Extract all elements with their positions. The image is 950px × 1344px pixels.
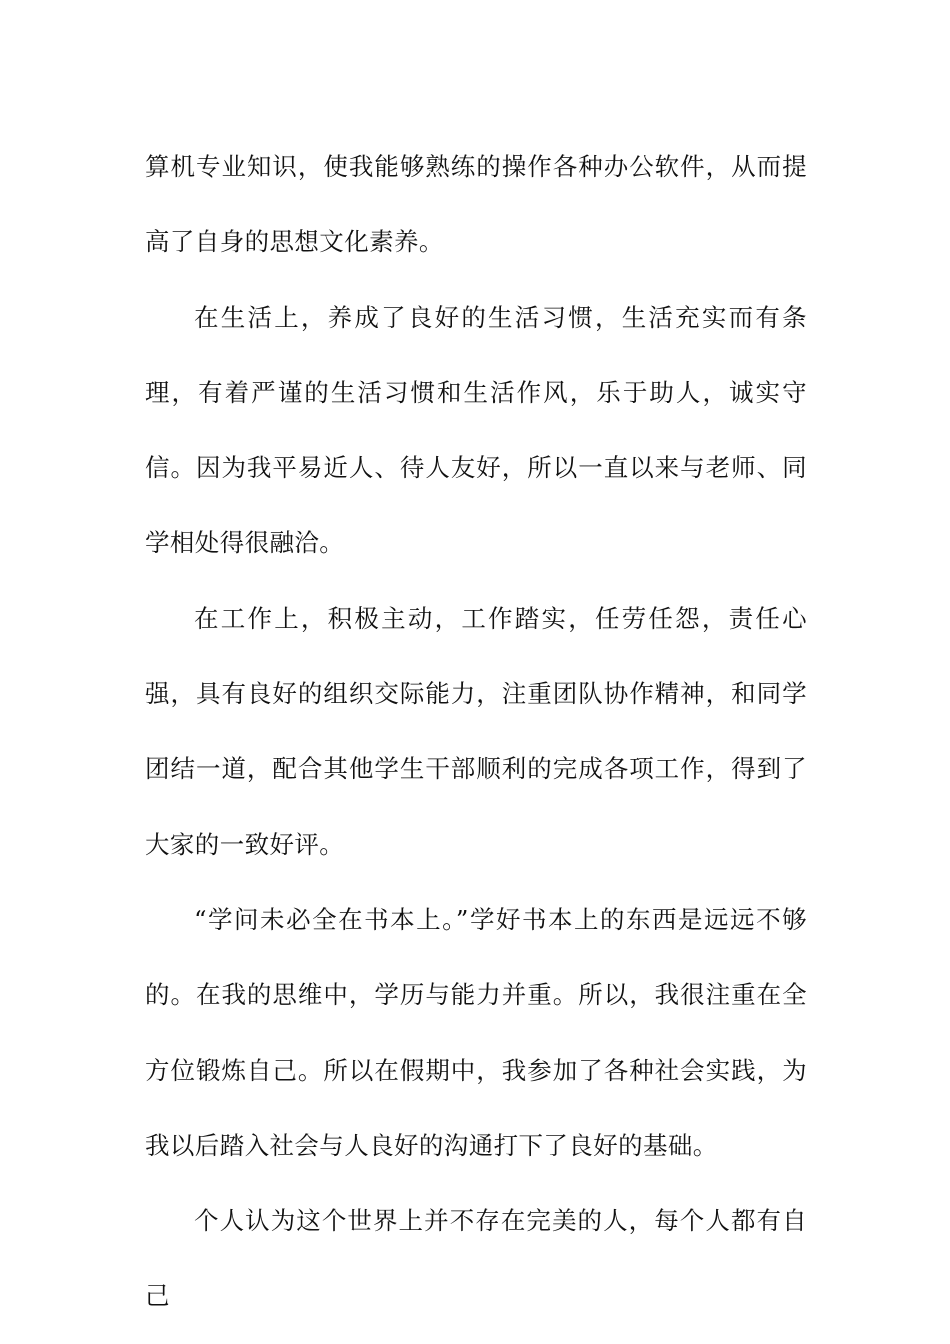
paragraph-practice: “学问未必全在书本上。”学好书本上的东西是远远不够的。在我的思维中，学历与能力并重。所以，我很注重在全方位锻炼自己。所以在假期中，我参加了各种社会实践，为我以后踏入社会与人良好的沟通打下了良好的基础。: [145, 904, 807, 1160]
paragraph-self-assessment: 个人认为这个世界上并不存在完美的人，每个人都有自己: [145, 1206, 807, 1311]
paragraph-life: 在生活上，养成了良好的生活习惯，生活充实而有条理，有着严谨的生活习惯和生活作风，乐于助人，诚实守信。因为我平易近人、待人友好，所以一直以来与老师、同学相处得很融洽。: [145, 302, 807, 558]
paragraph-continuation: 算机专业知识，使我能够熟练的操作各种办公软件，从而提高了自身的思想文化素养。: [145, 152, 807, 257]
paragraph-work: 在工作上，积极主动，工作踏实，任劳任怨，责任心强，具有良好的组织交际能力，注重团队协作精神，和同学团结一道，配合其他学生干部顺利的完成各项工作，得到了大家的一致好评。: [145, 603, 807, 859]
document-body: [145, 129, 807, 1334]
